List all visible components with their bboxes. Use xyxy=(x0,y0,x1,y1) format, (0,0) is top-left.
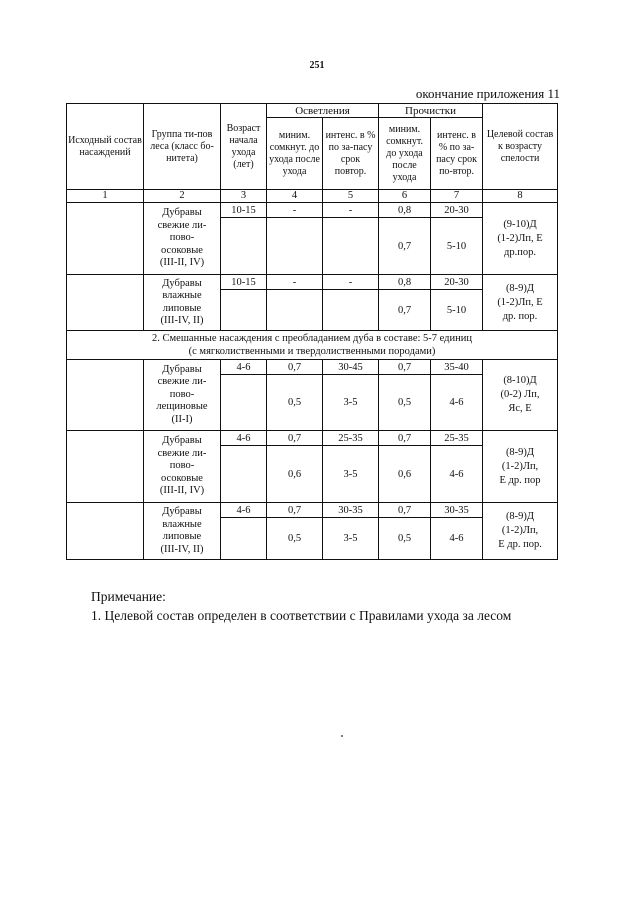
initial-composition-cell xyxy=(67,203,144,275)
repeat-period xyxy=(323,290,379,331)
intensity: - xyxy=(323,275,379,290)
header-start-age: Возраст начала ухода (лет) xyxy=(221,104,267,190)
forest-type-group: Дубравы свежие ли- пово- осоковые (III-II, IV) xyxy=(144,431,221,503)
col-number: 8 xyxy=(483,190,558,203)
header-initial-composition: Исходный состав насаждений xyxy=(67,104,144,190)
col-number: 1 xyxy=(67,190,144,203)
header-forest-type-group: Группа ти-пов леса (класс бо-нитета) xyxy=(144,104,221,190)
repeat-period: 4-6 xyxy=(431,375,483,431)
col-number: 4 xyxy=(267,190,323,203)
start-age: 10-15 xyxy=(221,203,267,218)
min-closure-after: 0,6 xyxy=(267,446,323,503)
repeat-period: 3-5 xyxy=(323,518,379,560)
intensity: 25-35 xyxy=(323,431,379,446)
intensity: 30-45 xyxy=(323,360,379,375)
footnote-text: 1. Целевой состав определен в соответствии с Правилами ухода за лесом xyxy=(91,608,512,623)
forest-type-group: Дубравы влажные липовые (III-IV, II) xyxy=(144,503,221,560)
min-closure-after: 0,7 xyxy=(379,218,431,275)
repeat-period: 4-6 xyxy=(431,446,483,503)
min-closure-after: 0,5 xyxy=(267,375,323,431)
header-target-composition: Целевой состав к возрасту спелости xyxy=(483,104,558,190)
repeat-period: 5-10 xyxy=(431,218,483,275)
initial-composition-cell xyxy=(67,503,144,560)
intensity: 35-40 xyxy=(431,360,483,375)
forest-type-group: Дубравы свежие ли- пово- лещиновые (II-I) xyxy=(144,360,221,431)
initial-composition-cell xyxy=(67,431,144,503)
min-closure-after xyxy=(267,290,323,331)
min-closure-before: 0,8 xyxy=(379,275,431,290)
forest-type-group: Дубравы свежие ли- пово- осоковые (III-II, IV) xyxy=(144,203,221,275)
start-age-empty xyxy=(221,290,267,331)
min-closure-after xyxy=(267,218,323,275)
scan-speck xyxy=(341,735,343,737)
forest-type-group: Дубравы влажные липовые (III-IV, II) xyxy=(144,275,221,331)
min-closure-after: 0,5 xyxy=(379,518,431,560)
start-age-empty xyxy=(221,375,267,431)
col-number: 3 xyxy=(221,190,267,203)
col-number: 7 xyxy=(431,190,483,203)
col-number: 6 xyxy=(379,190,431,203)
target-composition: (8-9)Д (1-2)Лп, Е др. пор xyxy=(483,431,558,503)
min-closure-before: 0,8 xyxy=(379,203,431,218)
intensity: 20-30 xyxy=(431,203,483,218)
start-age: 10-15 xyxy=(221,275,267,290)
min-closure-before: - xyxy=(267,275,323,290)
min-closure-after: 0,7 xyxy=(379,290,431,331)
repeat-period xyxy=(323,218,379,275)
intensity: 30-35 xyxy=(431,503,483,518)
min-closure-before: 0,7 xyxy=(379,360,431,375)
intensity: 30-35 xyxy=(323,503,379,518)
intensity: 20-30 xyxy=(431,275,483,290)
min-closure-before: - xyxy=(267,203,323,218)
col-number: 2 xyxy=(144,190,221,203)
min-closure-before: 0,7 xyxy=(267,360,323,375)
min-closure-after: 0,6 xyxy=(379,446,431,503)
repeat-period: 5-10 xyxy=(431,290,483,331)
target-composition: (9-10)Д (1-2)Лп, Е др.пор. xyxy=(483,203,558,275)
col-number: 5 xyxy=(323,190,379,203)
intensity: - xyxy=(323,203,379,218)
header-intensity-2: интенс. в % по за-пасу срок по-втор. xyxy=(431,118,483,190)
repeat-period: 3-5 xyxy=(323,446,379,503)
continuation-title: окончание приложения 11 xyxy=(415,86,560,101)
start-age: 4-6 xyxy=(221,431,267,446)
target-composition: (8-9)Д (1-2)Лп, Е др. пор. xyxy=(483,503,558,560)
initial-composition-cell xyxy=(67,360,144,431)
header-min-closure-1: миним. сомкнут. до ухода после ухода xyxy=(267,118,323,190)
min-closure-before: 0,7 xyxy=(379,431,431,446)
min-closure-after: 0,5 xyxy=(379,375,431,431)
intensity: 25-35 xyxy=(431,431,483,446)
start-age-empty xyxy=(221,446,267,503)
start-age: 4-6 xyxy=(221,360,267,375)
footnote xyxy=(91,587,511,625)
min-closure-after: 0,5 xyxy=(267,518,323,560)
min-closure-before: 0,7 xyxy=(267,503,323,518)
header-prochistki: Прочистки xyxy=(379,104,483,118)
page-number: 251 xyxy=(309,60,325,71)
target-composition: (8-9)Д (1-2)Лп, Е др. пор. xyxy=(483,275,558,331)
start-age: 4-6 xyxy=(221,503,267,518)
start-age-empty xyxy=(221,518,267,560)
section-header: 2. Смешанные насаждения с преобладанием дуба в составе: 5-7 единиц (с мягколиственными и твердолиственными породами) xyxy=(67,331,558,360)
footnote-title: Примечание: xyxy=(91,589,166,604)
start-age-empty xyxy=(221,218,267,275)
initial-composition-cell xyxy=(67,275,144,331)
forest-care-table xyxy=(66,103,558,560)
target-composition: (8-10)Д (0-2) Лп, Яс, Е xyxy=(483,360,558,431)
header-intensity-1: интенс. в % по за-пасу срок повтор. xyxy=(323,118,379,190)
min-closure-before: 0,7 xyxy=(379,503,431,518)
header-min-closure-2: миним. сомкнут. до ухода после ухода xyxy=(379,118,431,190)
min-closure-before: 0,7 xyxy=(267,431,323,446)
repeat-period: 4-6 xyxy=(431,518,483,560)
header-osvetleniya: Осветления xyxy=(267,104,379,118)
repeat-period: 3-5 xyxy=(323,375,379,431)
